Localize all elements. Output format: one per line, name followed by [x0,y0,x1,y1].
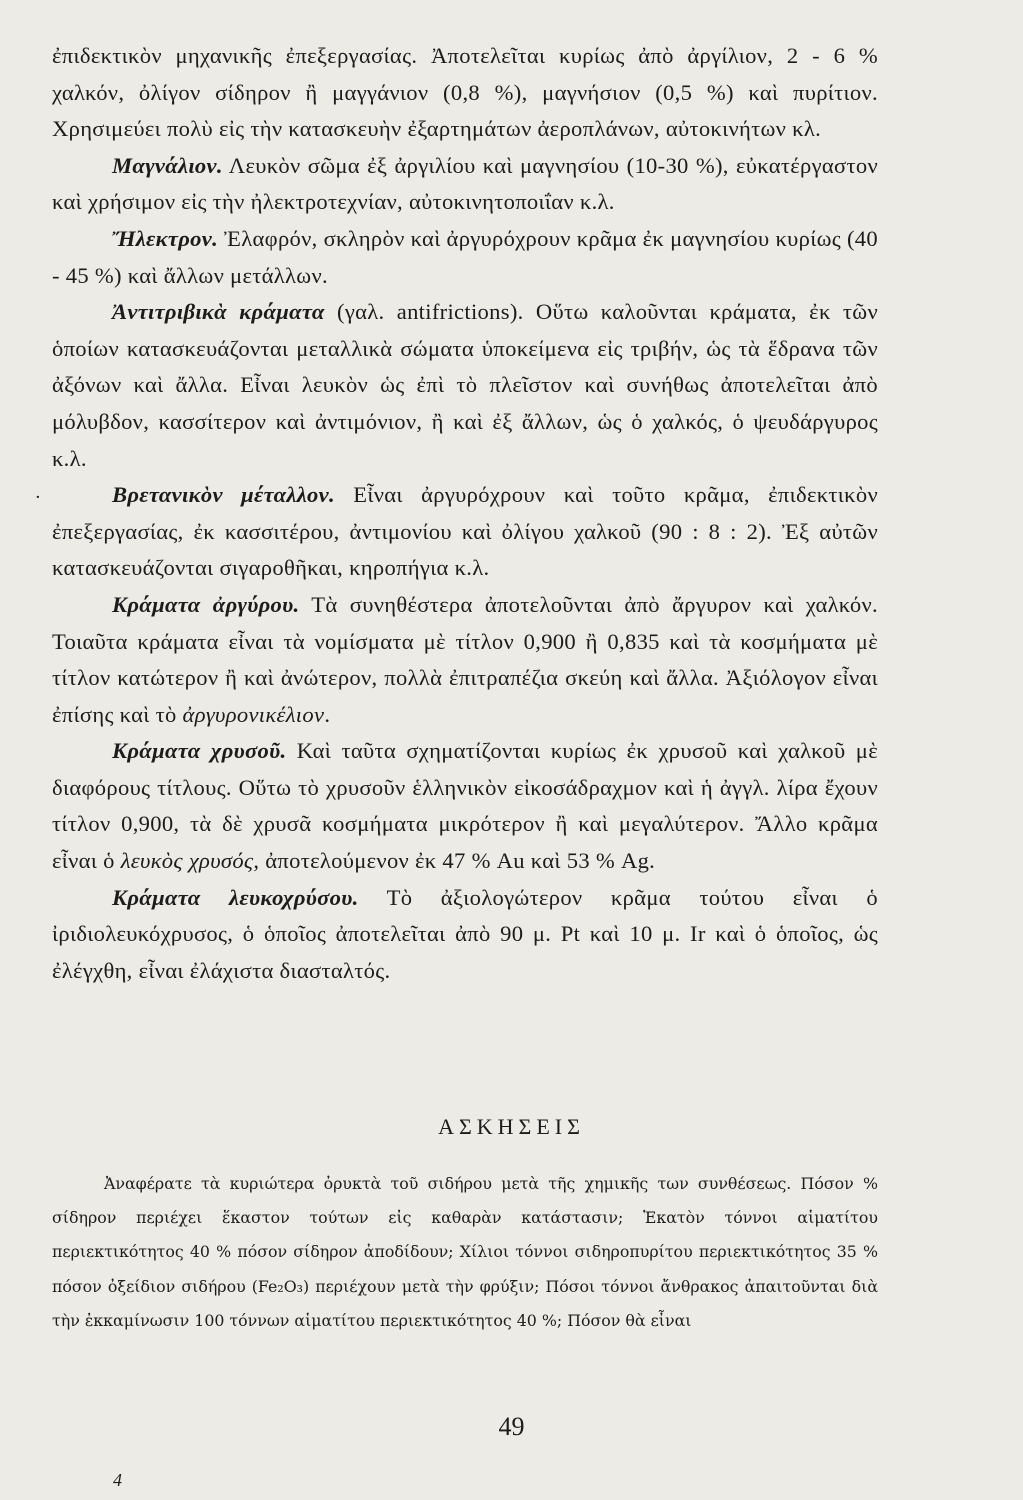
term-heading: Κράματα χρυσοῦ. [112,738,287,764]
paragraph-silver-alloys: Κράματα ἀργύρου. Τὰ συνηθέστερα ἀποτελοῦνται ἀπὸ ἄργυρον καὶ χαλκόν. Τοιαῦτα κράματα εἶναι τὰ νομίσματα μὲ τίτλον 0,900 ἢ 0,835 καὶ τὰ κοσμήματα μὲ τίτλον κατώτερον ἢ καὶ ἀνώτερον, πολλὰ ἐπιτραπέζια σκεύη καὶ ἄλλα. Ἀξιόλογον εἶναι ἐπίσης καὶ τὸ ἀργυρονικέλιον. [52,591,878,727]
exercises-paragraph: Ἀναφέρατε τὰ κυριώτερα ὀρυκτὰ τοῦ σιδήρου μετὰ τῆς χημικῆς των συνθέσεως. Πόσον % σίδηρον περιέχει ἕκαστον τούτων εἰς καθαρὰν κατάστασιν; Ἑκατὸν τόννοι αἱματίτου περιεκτικότητος 40 % πόσον σίδηρον ἀποδίδουν; Χίλιοι τόννοι σιδηροπυρίτου περιεκτικότητος 35 % πόσον ὀξείδιον σιδήρου (Fe₂O₃) περιέχουν μετὰ τὴν φρύξιν; Πόσοι τόννοι ἄνθρακος ἀπαιτοῦνται διὰ τὴν ἐκκαμίνωσιν 100 τόννων αἱματίτου περιεκτικότητος 40 %; Πόσον θὰ εἶναι [52,1174,878,1330]
term-heading: Κράματα ἀργύρου. [112,591,300,617]
page-number: 49 [498,1412,525,1441]
paragraph-britannia-metal: Βρετανικὸν μέταλλον. Εἶναι ἀργυρόχρουν καὶ τοῦτο κρᾶμα, ἐπιδεκτικὸν ἐπεξεργασίας, ἐκ κασσιτέρου, ἀντιμονίου καὶ ὀλίγου χαλκοῦ (90 : 8 : 2). Ἐξ αὐτῶν κατασκευάζονται σιγαροθῆκαι, κηροπήγια κ.λ. [52,482,878,581]
term-heading: Ἀντιτριβικὰ κράματα [112,299,325,325]
paragraph-antifriction: Ἀντιτριβικὰ κράματα (γαλ. antifrictions). Οὕτω καλοῦνται κράματα, ἐκ τῶν ὁποίων κατασκευάζονται μεταλλικὰ σώματα ὑποκείμενα εἰς τριβήν, ὡς τὰ ἕδρανα τῶν ἀξόνων καὶ ἄλλα. Εἶναι λευκὸν ὡς ἐπὶ τὸ πλεῖστον καὶ συνήθως ἀποτελεῖται ἀπὸ μόλυβδον, κασσίτερον καὶ ἀντιμόνιον, ἢ καὶ ἐξ ἄλλων, ὡς ὁ χαλκός, ὁ ψευδάργυρος κ.λ. [52,299,878,471]
paragraph-electron: Ἤλεκτρον. Ἐλαφρόν, σκληρὸν καὶ ἀργυρόχρουν κρᾶμα ἐκ μαγνησίου κυρίως (40 - 45 %) καὶ ἄλλων μετάλλων. [52,225,878,288]
term-heading: Μαγνάλιον. [112,152,223,178]
term-heading: Κράματα λευκοχρύσου. [112,884,359,910]
main-text [52,38,878,989]
margin-dot: · [35,487,41,508]
exercises-text [52,1167,878,1338]
term-heading: Βρετανικὸν μέταλλον. [112,482,335,508]
term-heading: Ἤλεκτρον. [112,225,219,251]
paragraph-continuation: ἐπιδεκτικὸν μηχανικῆς ἐπεξεργασίας. Ἀποτελεῖται κυρίως ἀπὸ ἀργίλιον, 2 - 6 % χαλκόν, ὀλίγον σίδηρον ἢ μαγγάνιον (0,8 %), μαγνήσιον (0,5 %) καὶ πυρίτιον. Χρησιμεύει πολὺ εἰς τὴν κατασκευὴν ἐξαρτημάτων ἀεροπλάνων, αὐτοκινήτων κλ. [52,43,878,142]
paragraph-magnalium: Μαγνάλιον. Λευκὸν σῶμα ἐξ ἀργιλίου καὶ μαγνησίου (10-30 %), εὐκατέργαστον καὶ χρήσιμον εἰς τὴν ἠλεκτροτεχνίαν, αὐτοκινητοποιΐαν κ.λ. [52,152,878,215]
paragraph-gold-alloys: Κράματα χρυσοῦ. Καὶ ταῦτα σχηματίζονται κυρίως ἐκ χρυσοῦ καὶ χαλκοῦ μὲ διαφόρους τίτλους. Οὕτω τὸ χρυσοῦν ἑλληνικὸν εἰκοσάδραχμον καὶ ἡ ἀγγλ. λίρα ἔχουν τίτλον 0,900, τὰ δὲ χρυσᾶ κοσμήματα μικρότερον ἢ καὶ μεγαλύτερον. Ἄλλο κρᾶμα εἶναι ὁ λευκὸς χρυσός, ἀποτελούμενον ἐκ 47 % Au καὶ 53 % Ag. [52,738,878,874]
paragraph-platinum-alloys: Κράματα λευκοχρύσου. Τὸ ἀξιολογώτερον κρᾶμα τούτου εἶναι ὁ ἰριδιολευκόχρυσος, ὁ ὁποῖος ἀποτελεῖται ἀπὸ 90 μ. Pt καὶ 10 μ. Ir καὶ ὁ ὁποῖος, ὡς ἐλέγχθη, εἶναι ἐλάχιστα διασταλτός. [52,884,879,983]
printer-signature: 4 [113,1470,122,1490]
exercises-title: ΑΣΚΗΣΕΙΣ [438,1114,585,1139]
